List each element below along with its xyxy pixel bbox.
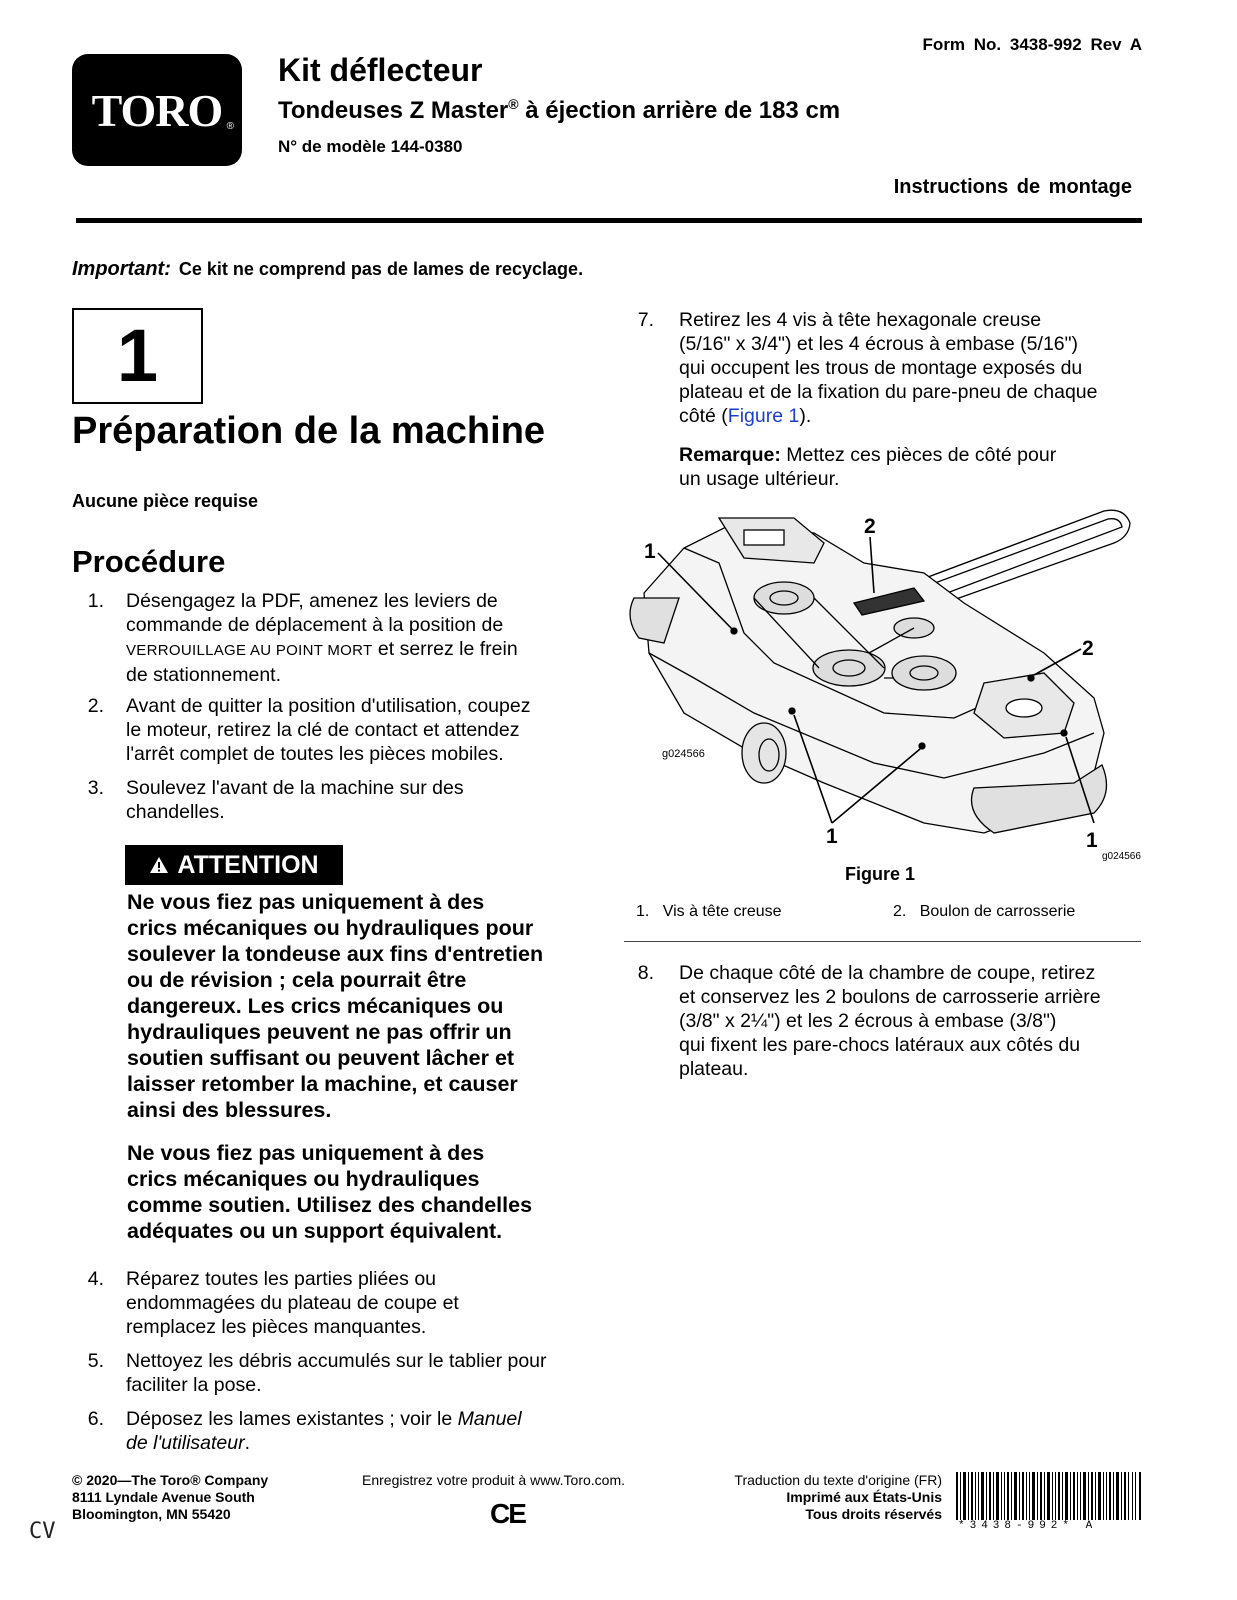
document-subtitle: Tondeuses Z Master® à éjection arrière de 183 cm <box>278 96 841 124</box>
attention-banner: ATTENTION <box>125 845 343 885</box>
cv-mark: CV <box>29 1519 56 1544</box>
parts-required: Aucune pièce requise <box>72 491 259 511</box>
warning-paragraph-1: Ne vous fiez pas uniquement à des crics mécaniques ou hydrauliques pour soulever la tondeuse aux fins d'entretien ou de révision ; cela pourrait être dangereux. Les crics mécaniques ou hydrauliques peuvent ne pas offrir un soutien suffisant ou peuvent lâcher et laisser retomber la machine, et causer ainsi des blessures. <box>127 890 544 1122</box>
callout-2-right: 2 <box>1082 637 1094 660</box>
document-title: Kit déflecteur <box>278 52 483 88</box>
legend-item-2: 2. Boulon de carrosserie <box>893 903 1076 920</box>
section-title: Préparation de la machine <box>72 410 546 452</box>
figure-divider <box>624 941 1141 942</box>
figure-1-link[interactable]: Figure 1 <box>727 405 800 427</box>
procedure-heading: Procédure <box>72 544 226 579</box>
toro-logo <box>72 54 242 166</box>
figure-code-inline: g024566 <box>662 748 705 760</box>
warning-triangle-icon <box>149 856 169 874</box>
barcode <box>956 1472 1142 1520</box>
figure-caption: Figure 1 <box>845 864 916 884</box>
callout-1-bottom: 1 <box>826 825 838 848</box>
document-type: Instructions de montage <box>893 176 1132 198</box>
registration-note: Enregistrez votre produit à www.Toro.com. <box>362 1472 625 1488</box>
barcode-text: *3438-992* A <box>958 1520 1098 1532</box>
callout-1-top-left: 1 <box>644 540 656 563</box>
callout-1-bottom-right: 1 <box>1086 829 1098 852</box>
form-number: Form No. 3438-992 Rev A <box>922 35 1142 54</box>
company-address: © 2020—The Toro® Company 8111 Lyndale Avenue South Bloomington, MN 55420 <box>72 1472 269 1522</box>
important-note: Important: Ce kit ne comprend pas de lames de recyclage. <box>72 258 584 280</box>
mower-deck-illustration <box>624 503 1144 865</box>
figure-code: g024566 <box>1102 851 1141 862</box>
print-info: Traduction du texte d'origine (FR) Imprimé aux États-Unis Tous droits réservés <box>734 1472 942 1522</box>
legend-item-1: 1. Vis à tête creuse <box>636 903 782 920</box>
registered-mark-icon: ® <box>226 121 234 132</box>
section-number-box: 1 <box>72 308 203 404</box>
ce-mark: CE <box>490 1498 525 1529</box>
model-number: N° de modèle 144-0380 <box>278 137 463 156</box>
callout-2-top: 2 <box>864 515 876 538</box>
logo-text: TORO <box>91 84 223 136</box>
remark-note: Remarque: Mettez ces pièces de côté pour un usage ultérieur. <box>679 444 1057 490</box>
header-divider <box>76 218 1142 223</box>
warning-paragraph-2: Ne vous fiez pas uniquement à des crics mécaniques ou hydrauliques comme soutien. Utilisez des chandelles adéquates ou un support équivalent. <box>127 1141 533 1243</box>
